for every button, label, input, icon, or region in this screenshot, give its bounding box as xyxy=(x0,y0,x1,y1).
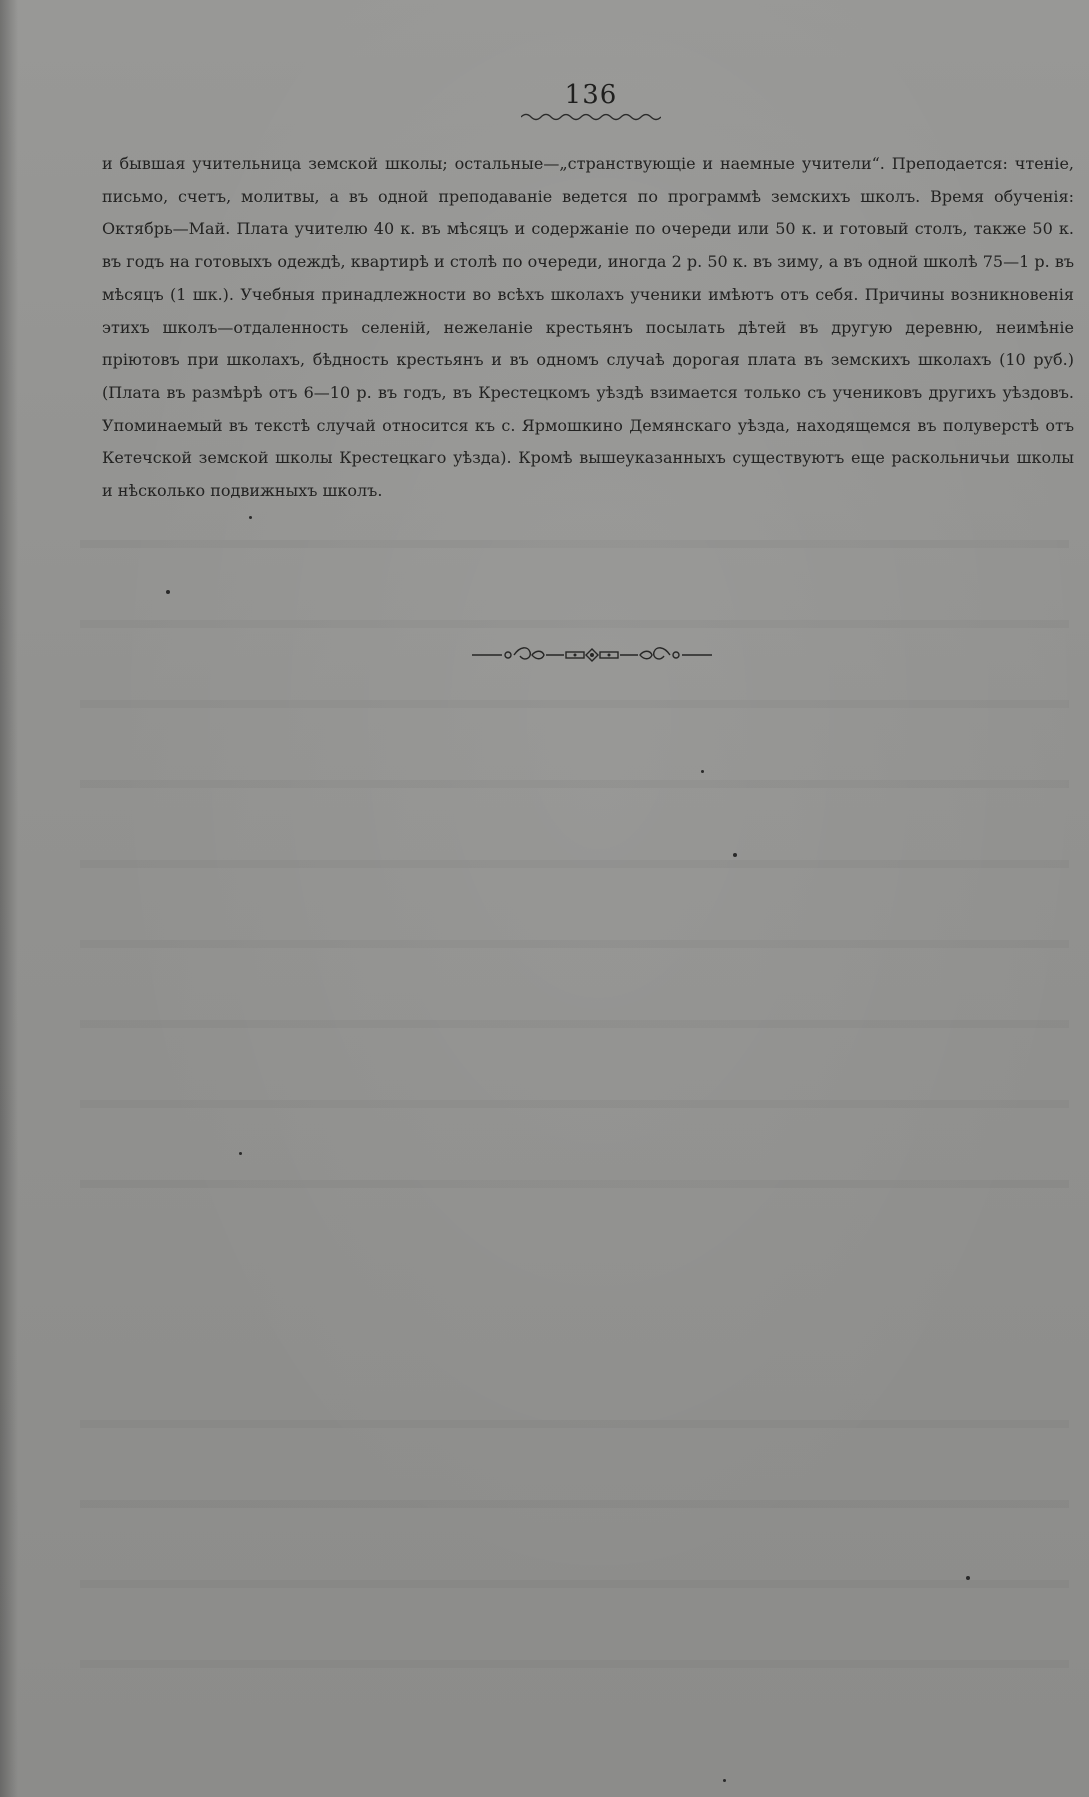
print-speck xyxy=(966,1576,970,1580)
print-speck xyxy=(733,853,737,857)
bleed-through-line xyxy=(80,1020,1069,1028)
ornamental-divider-icon xyxy=(472,644,712,666)
print-speck xyxy=(701,770,704,773)
bleed-through-line xyxy=(80,620,1069,628)
page-number: 136 xyxy=(564,80,618,110)
bleed-through-line xyxy=(80,1100,1069,1108)
bleed-through-line xyxy=(80,860,1069,868)
bleed-through-line xyxy=(80,1660,1069,1668)
wavy-line-icon xyxy=(521,112,661,122)
bleed-through-line xyxy=(80,940,1069,948)
print-speck xyxy=(166,590,170,594)
page-binding-edge xyxy=(0,0,18,1797)
print-speck xyxy=(723,1779,726,1782)
bleed-through-line xyxy=(80,540,1069,548)
bleed-through-line xyxy=(80,780,1069,788)
bleed-through-line xyxy=(80,1420,1069,1428)
print-speck xyxy=(239,1152,242,1155)
body-paragraph: и бывшая учительница земской школы; остальные—„странствующіе и наемные учители“. Преподается: чтеніе, письмо, счетъ, молитвы, а въ одной преподаваніе ведется по программѣ земскихъ школъ. Время обученія: Октябрь—Май. Плата учителю 40 к. въ мѣсяцъ и содержаніе по очереди или 50 к. и готовый столъ, также 50 к. въ годъ на готовыхъ одеждѣ, квартирѣ и столѣ по очереди, иногда 2 р. 50 к. въ зиму, а въ одной школѣ 75—1 р. въ мѣсяцъ (1 шк.). Учебныя принадлежности во всѣхъ школахъ ученики имѣютъ отъ себя. Причины возникновенія этихъ школъ—отдаленность селеній, нежеланіе крестьянъ посылать дѣтей въ другую деревню, неимѣніе пріютовъ при школахъ, бѣдность крестьянъ и въ одномъ случаѣ дорогая плата въ земскихъ школахъ (10 руб.) (Плата въ размѣрѣ отъ 6—10 р. въ годъ, въ Крестецкомъ уѣздѣ взимается только съ учениковъ другихъ уѣздовъ. Упоминаемый въ текстѣ случай относится къ с. Ярмошкино Демянскаго уѣзда, находящемся въ полуверстѣ отъ Кетечской земской школы Крестецкаго уѣзда). Кромѣ вышеуказанныхъ существуютъ еще раскольничьи школы и нѣсколько подвижныхъ школъ. xyxy=(102,154,1074,501)
bleed-through-line xyxy=(80,700,1069,708)
bleed-through-line xyxy=(80,1500,1069,1508)
print-speck xyxy=(249,516,252,519)
bleed-through-line xyxy=(80,1580,1069,1588)
bleed-through-line xyxy=(80,1180,1069,1188)
